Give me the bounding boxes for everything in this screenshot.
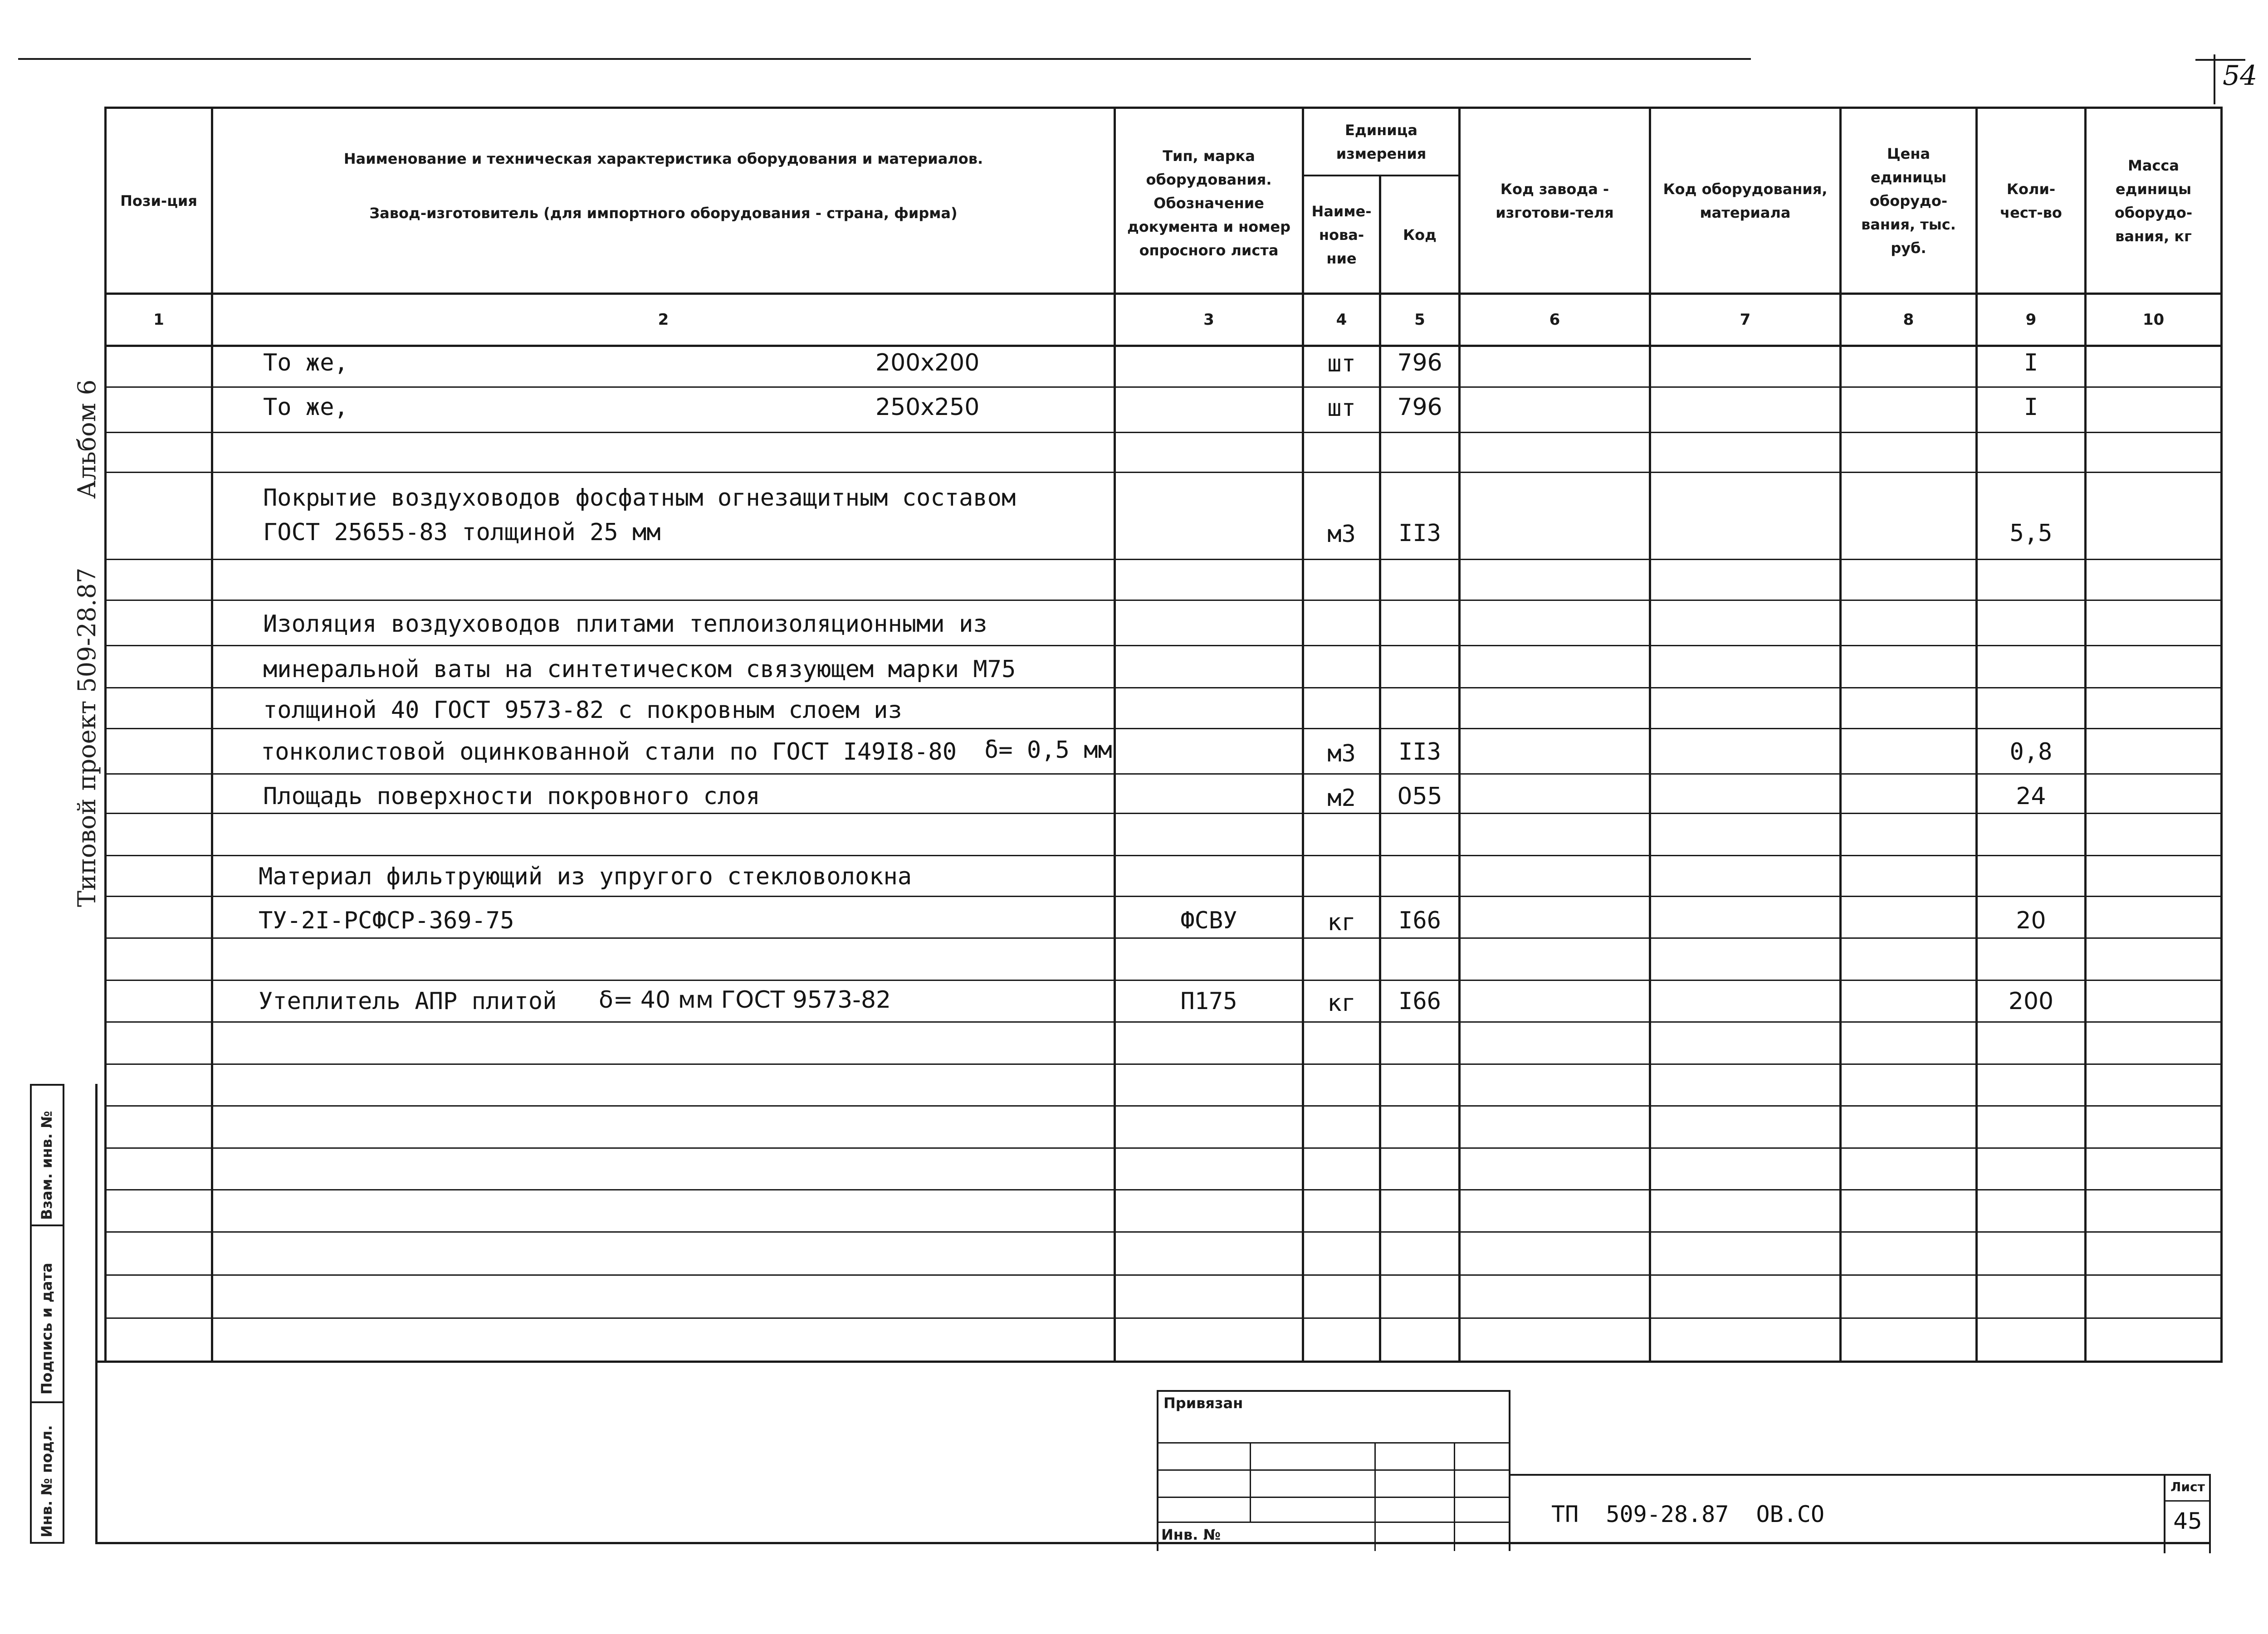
stamp-bottom	[30, 1542, 64, 1544]
header-unit: Единица измерения	[1336, 121, 1427, 162]
header-factory-code: Код завода - изготови-теля	[1496, 180, 1614, 221]
row-line	[104, 645, 2223, 646]
row-line	[104, 813, 2223, 814]
row-code: II3	[1398, 738, 1441, 766]
row-name: То же,	[263, 349, 348, 376]
stamp-divider-1	[30, 1224, 64, 1226]
row-unit: кг	[1327, 909, 1356, 936]
row-line	[104, 1189, 2223, 1190]
row-line	[104, 728, 2223, 729]
row-name: Изоляция воздуховодов плитами теплоизоляционными из	[263, 610, 987, 638]
page-number-bracket	[2214, 54, 2215, 104]
sheet-number: 45	[2173, 1508, 2202, 1534]
privyazan-label: Привязан	[1163, 1395, 1243, 1412]
privyazan-row-3	[1157, 1497, 1510, 1498]
row-size: δ= 0,5 мм	[984, 737, 1112, 764]
numbers-bottom	[104, 345, 2223, 347]
row-code: 796	[1397, 394, 1442, 421]
row-qty: 20	[2016, 907, 2046, 934]
stamp-inv-podl: Инв. № подл.	[38, 1425, 55, 1537]
row-line	[104, 937, 2223, 939]
col-num-7: 7	[1740, 311, 1751, 329]
col-num-1: 1	[153, 311, 164, 329]
privyazan-col-2	[1374, 1442, 1376, 1551]
row-type: П175	[1180, 988, 1237, 1015]
row-qty: 24	[2016, 783, 2046, 810]
row-line	[104, 1274, 2223, 1276]
row-unit: шт	[1327, 350, 1356, 377]
col-line-10	[2220, 107, 2223, 1361]
sheet-label: Лист	[2170, 1479, 2205, 1494]
row-name: Утеплитель АПР плитой	[259, 988, 557, 1015]
top-rule	[18, 58, 1751, 60]
row-line	[104, 1105, 2223, 1107]
row-name: Материал фильтрующий из упругого стекловолокна	[259, 863, 912, 890]
header-name-line1: Наименование и техническая характеристика оборудования и материалов.	[343, 150, 983, 167]
row-size: δ= 40 мм ГОСТ 9573-82	[599, 986, 891, 1014]
stamp-divider-2	[30, 1401, 64, 1403]
col-line-frame	[95, 1084, 98, 1544]
stamp-left-border	[30, 1084, 32, 1542]
row-name: тонколистовой оцинкованной стали по ГОСТ I49I8-80	[261, 738, 957, 766]
header-price: Цена единицы оборудо-вания, тыс. руб.	[1861, 145, 1956, 257]
row-code: 055	[1397, 783, 1442, 810]
row-name: минеральной ваты на синтетическом связующем марки М75	[263, 656, 1016, 683]
header-type: Тип, марка оборудования. Обозначение документа и номер опросного листа	[1127, 147, 1291, 259]
row-line	[104, 1021, 2223, 1023]
header-mass: Масса единицы оборудо-вания, кг	[2114, 156, 2193, 245]
unit-subheader-line	[1302, 175, 1458, 176]
row-unit: м3	[1327, 521, 1356, 548]
row-line	[104, 600, 2223, 601]
project-label: Типовой проект 509-28.87	[73, 567, 101, 907]
header-unit-code: Код	[1403, 226, 1437, 244]
inv-no-label: Инв. №	[1161, 1526, 1221, 1543]
table-bottom	[95, 1361, 2223, 1363]
sheet-box-left	[2164, 1474, 2165, 1553]
row-code: II3	[1398, 520, 1441, 547]
row-type: ФСВУ	[1180, 907, 1237, 934]
row-line	[104, 855, 2223, 856]
header-quantity: Коли-чест-во	[2000, 180, 2062, 221]
row-unit: м2	[1327, 785, 1356, 812]
row-name: ГОСТ 25655-83 толщиной 25 мм	[263, 519, 661, 546]
privyazan-top	[1157, 1390, 1510, 1392]
row-code: 796	[1397, 349, 1442, 376]
stamp-podpis: Подпись и дата	[38, 1263, 55, 1395]
row-line	[104, 386, 2223, 388]
row-qty: 200	[2008, 988, 2054, 1015]
privyazan-row-2	[1157, 1469, 1510, 1471]
row-unit: кг	[1327, 990, 1356, 1017]
col-num-6: 6	[1549, 311, 1560, 329]
row-name: Площадь поверхности покровного слоя	[263, 783, 760, 810]
row-qty: 0,8	[2009, 738, 2053, 766]
col-num-5: 5	[1414, 311, 1425, 329]
row-unit: м3	[1327, 740, 1356, 767]
row-name: толщиной 40 ГОСТ 9573-82 с покровным слоем из	[263, 697, 902, 724]
row-size: 200x200	[875, 349, 980, 376]
row-unit: шт	[1327, 395, 1356, 422]
row-code: I66	[1398, 988, 1441, 1015]
row-name: Покрытие воздуховодов фосфатным огнезащитным составом	[263, 484, 1016, 512]
row-size: 250x250	[875, 394, 980, 421]
row-line	[104, 1063, 2223, 1065]
row-qty: I	[2024, 349, 2038, 376]
privyazan-col-1	[1250, 1442, 1251, 1522]
row-line	[104, 559, 2223, 560]
document-designation: ТП 509-28.87 ОВ.СО	[1551, 1501, 1825, 1527]
col-num-10: 10	[2142, 311, 2165, 329]
row-line	[104, 432, 2223, 433]
header-position: Пози-ция	[120, 192, 197, 210]
row-line	[104, 773, 2223, 775]
privyazan-col-3	[1454, 1442, 1455, 1551]
row-line	[104, 687, 2223, 688]
page-bottom	[95, 1542, 2209, 1544]
album-label: Альбом 6	[73, 379, 101, 499]
col-num-4: 4	[1336, 311, 1347, 329]
row-line	[104, 1231, 2223, 1233]
col-num-3: 3	[1203, 311, 1214, 329]
row-line	[104, 980, 2223, 981]
stamp-right-border	[63, 1084, 64, 1542]
row-line	[104, 472, 2223, 473]
stamp-top	[30, 1084, 64, 1086]
row-name: То же,	[263, 394, 348, 421]
row-name: ТУ-2I-РСФСР-369-75	[259, 907, 514, 934]
privyazan-row-4	[1157, 1522, 1510, 1523]
page-number: 54	[2223, 60, 2258, 92]
doc-block-top	[1510, 1474, 2209, 1476]
row-qty: I	[2024, 394, 2038, 421]
header-name-line2: Завод-изготовитель (для импортного оборудования - страна, фирма)	[369, 205, 958, 222]
row-line	[104, 1147, 2223, 1149]
col-num-2: 2	[658, 311, 669, 329]
header-unit-name: Наиме-нова-ние	[1311, 202, 1372, 267]
col-num-8: 8	[1903, 311, 1914, 329]
row-qty: 5,5	[2009, 520, 2053, 547]
col-num-9: 9	[2025, 311, 2037, 329]
row-code: I66	[1398, 907, 1441, 934]
header-equipment-code: Код оборудования, материала	[1663, 180, 1828, 221]
privyazan-row-1	[1157, 1442, 1510, 1444]
row-line	[104, 896, 2223, 897]
stamp-vzam: Взам. инв. №	[38, 1111, 55, 1220]
row-line	[104, 1317, 2223, 1319]
sheet-box-divider	[2164, 1500, 2211, 1502]
